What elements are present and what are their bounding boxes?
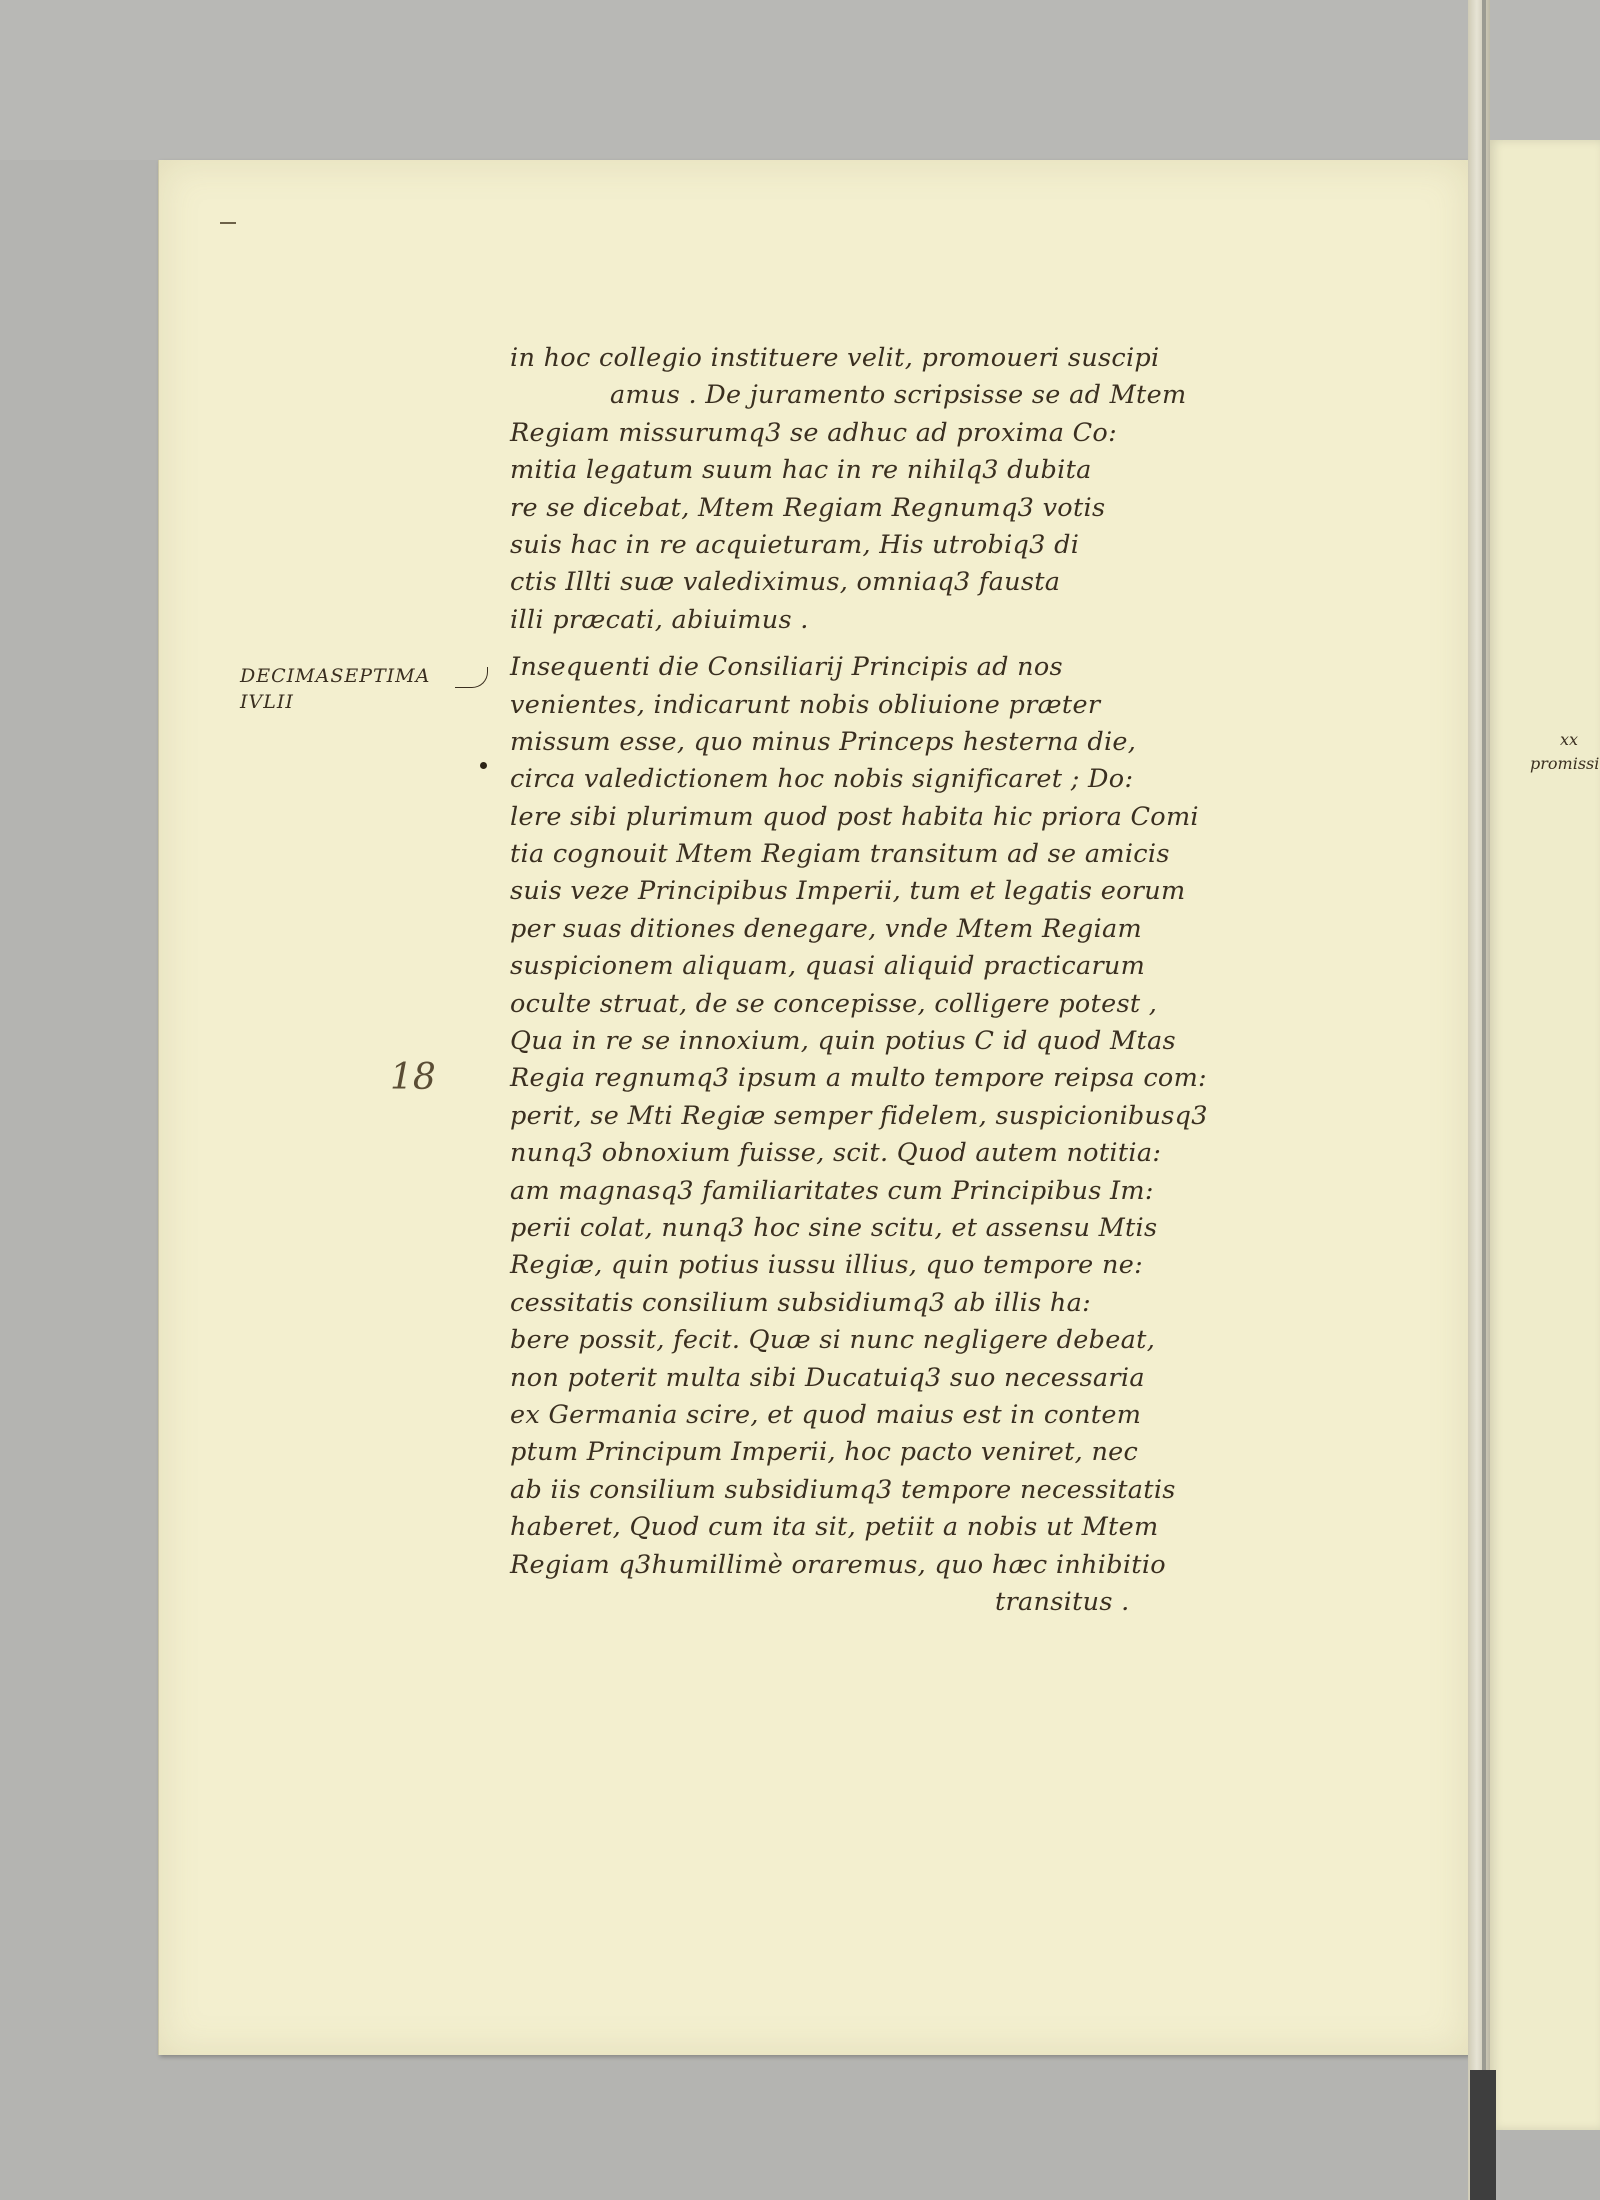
text-line: in hoc collegio instituere velit, promoueri suscipi	[510, 343, 1160, 373]
text-line: suis veze Principibus Imperii, tum et legatis eorum	[510, 876, 1186, 907]
text-line: re se dicebat, Mtem Regiam Regnumq3 votis	[510, 492, 1106, 523]
book-gutter	[1468, 0, 1490, 2200]
paragraph-2	[510, 649, 1270, 1584]
text-line: bere possit, fecit. Quæ si nunc negligere debeat,	[510, 1325, 1156, 1356]
book-spine-edge	[1482, 0, 1486, 2200]
facing-page-word: promissi	[1530, 754, 1600, 773]
folio-mark	[220, 222, 236, 224]
text-line: ptum Principum Imperii, hoc pacto veniret, nec	[510, 1437, 1139, 1468]
text-line: mitia legatum suum hac in re nihilq3 dubita	[510, 455, 1092, 486]
margin-date-note	[240, 663, 490, 715]
text-line: cessitatis consilium subsidiumq3 ab illis ha:	[510, 1287, 1092, 1318]
text-line: missum esse, quo minus Princeps hesterna die,	[510, 726, 1137, 757]
text-line: suspicionem aliquam, quasi aliquid practicarum	[510, 951, 1146, 982]
text-line: Regiam q3humillimè oraremus, quo hæc inhibitio	[510, 1549, 1166, 1580]
margin-page-number: 18	[390, 1057, 436, 1098]
text-line: amus . De juramento scripsisse se ad Mtem	[610, 380, 1187, 411]
text-line: tia cognouit Mtem Regiam transitum ad se amicis	[510, 839, 1170, 870]
text-line: Regiam missurumq3 se adhuc ad proxima Co:	[510, 417, 1117, 448]
facing-page-text	[1530, 728, 1600, 776]
text-line: Regia regnumq3 ipsum a multo tempore reipsa com:	[510, 1063, 1207, 1094]
text-line: oculte struat, de se concepisse, colligere potest ,	[510, 988, 1158, 1019]
closing-line: transitus .	[995, 1586, 1130, 1617]
paragraph-1	[510, 340, 1270, 639]
text-line: per suas ditiones denegare, vnde Mtem Regiam	[510, 913, 1142, 944]
ink-dot	[480, 762, 487, 769]
scan-background	[0, 0, 1600, 160]
text-line: am magnasq3 familiaritates cum Principibus Im:	[510, 1175, 1154, 1206]
text-line: ab iis consilium subsidiumq3 tempore necessitatis	[510, 1474, 1176, 1505]
text-line: Qua in re se innoxium, quin potius C id quod Mtas	[510, 1026, 1176, 1057]
text-line: nunq3 obnoxium fuisse, scit. Quod autem notitia:	[510, 1138, 1162, 1169]
facing-page-mark: xx	[1560, 730, 1579, 749]
text-line: lere sibi plurimum quod post habita hic priora Comi	[510, 801, 1199, 832]
margin-date-month: IVLII	[240, 691, 294, 713]
margin-date-day: DECIMASEPTIMA	[240, 665, 431, 687]
text-line: venientes, indicarunt nobis obliuione præter	[510, 689, 1101, 720]
book-clasp	[1470, 2070, 1496, 2200]
text-line: ex Germania scire, et quod maius est in contem	[510, 1399, 1142, 1430]
text-line: haberet, Quod cum ita sit, petiit a nobis ut Mtem	[510, 1512, 1159, 1543]
text-line: perit, se Mti Regiæ semper fidelem, suspicionibusq3	[510, 1100, 1208, 1131]
text-line: Regiæ, quin potius iussu illius, quo tempore ne:	[510, 1250, 1143, 1281]
facing-page	[1490, 140, 1600, 2130]
paragraph-gap	[510, 639, 1270, 649]
text-line: illi præcati, abiuimus .	[510, 604, 809, 635]
manuscript-text	[510, 340, 1270, 1621]
text-line: ctis Illti suæ valediximus, omniaq3 fausta	[510, 567, 1061, 598]
text-line: Insequenti die Consiliarij Principis ad nos	[510, 652, 1063, 683]
text-line: suis hac in re acquieturam, His utrobiq3 di	[510, 529, 1080, 560]
text-line: perii colat, nunq3 hoc sine scitu, et assensu Mtis	[510, 1212, 1158, 1243]
text-line: non poterit multa sibi Ducatuiq3 suo necessaria	[510, 1362, 1145, 1393]
text-line: circa valedictionem hoc nobis significaret ; Do:	[510, 764, 1134, 795]
